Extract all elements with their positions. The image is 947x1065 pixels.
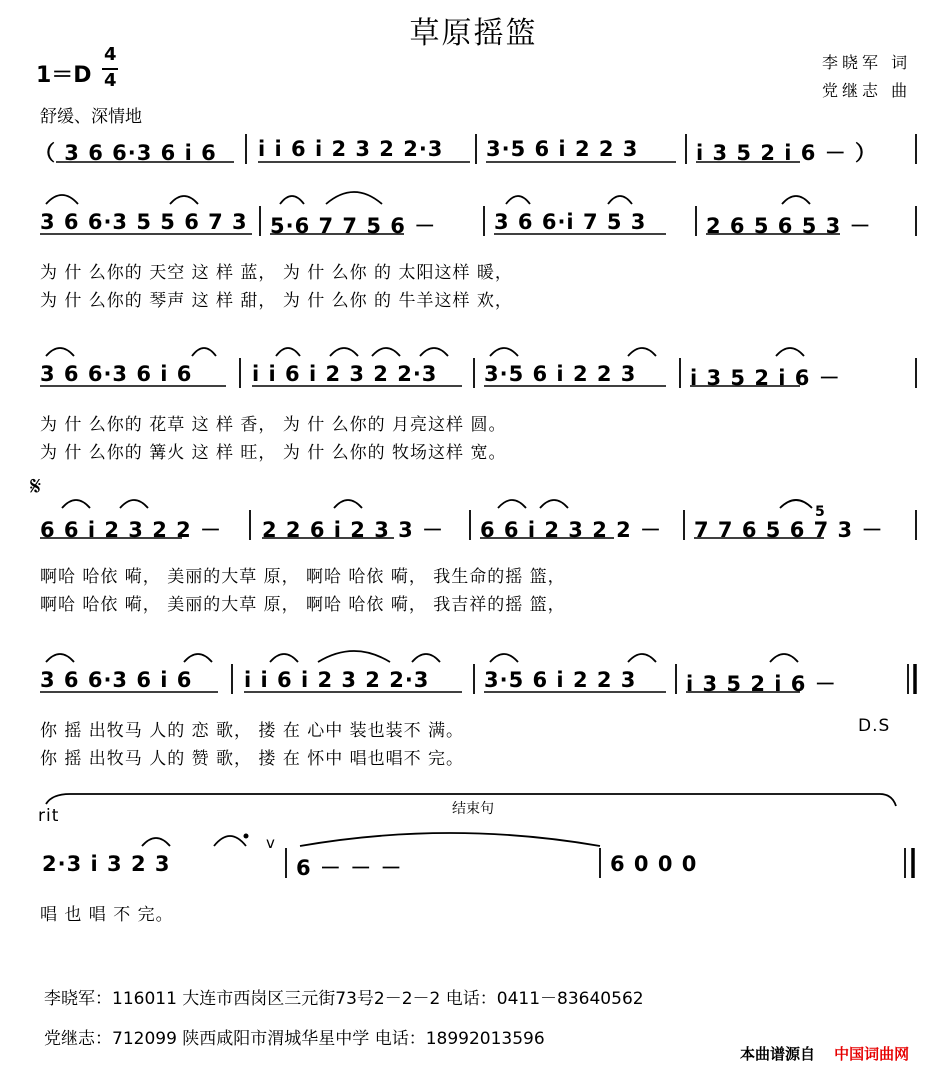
rit-marking: rit [38, 806, 60, 826]
measure-notes: 3·5 6 i 2 2 3 [486, 137, 639, 161]
lyric-line-verse2: 啊哈 哈依 嗬， 美丽的大草 原， 啊哈 哈依 嗬， 我吉祥的摇 篮， [40, 595, 566, 615]
ds-marking: D.S [858, 716, 891, 736]
source-prefix: 本曲谱源自 [740, 1045, 816, 1063]
measure-notes: i i 6 i 2 3 2 2·3 [244, 668, 430, 692]
measure-notes: 2 2 6 i 2 3 3 － [262, 518, 445, 542]
composer-credit: 党继志 曲 [822, 81, 912, 100]
measure-notes: 3·5 6 i 2 2 3 [484, 362, 637, 386]
measure-notes: （ 3 6 6·3 6 i 6 [34, 141, 217, 165]
measure-notes: i 3 5 2 i 6 － [686, 672, 837, 696]
lyric-line-verse2: 为 什 么你的 篝火 这 样 旺， 为 什 么你的 牧场这样 宽。 [40, 443, 507, 463]
measure-notes: i 3 5 2 i 6 － [690, 366, 841, 390]
measure-notes: 3·5 6 i 2 2 3 [484, 668, 637, 692]
measure-notes: 3 6 6·3 5 5 6 7 3 [40, 210, 248, 234]
measure-notes: i i 6 i 2 3 2 2·3 [252, 362, 438, 386]
grace-note: 5 [815, 504, 825, 520]
lyric-line: 唱 也 唱 不 完。 [40, 905, 174, 925]
breath-mark: v [266, 834, 275, 852]
time-signature-bottom: 4 [104, 70, 117, 91]
measure-notes: 3 6 6·3 6 i 6 [40, 668, 193, 692]
measure-notes: 6 0 0 0 [610, 852, 698, 876]
lyric-line-verse2: 为 什 么你的 琴声 这 样 甜， 为 什 么你 的 牛羊这样 欢， [40, 291, 513, 311]
measure-notes: 6 － － － [296, 856, 403, 880]
contact-line-lyricist: 李晓军：116011 大连市西岗区三元街73号2－2－2 电话：0411－83640562 [44, 989, 644, 1009]
measure-notes: i 3 5 2 i 6 － ） [696, 141, 878, 165]
time-signature-top: 4 [104, 44, 117, 65]
measure-notes: 2 6 5 6 5 3 － [706, 214, 872, 238]
measure-notes: 6 6 i 2 3 2 2 － [40, 518, 223, 542]
ending-label: 结束句 [452, 801, 494, 817]
tempo-marking-text: 舒缓、深情地 [40, 107, 142, 127]
contact-line-composer: 党继志：712099 陕西咸阳市渭城华星中学 电话：18992013596 [44, 1029, 545, 1049]
lyric-line-verse1: 为 什 么你的 天空 这 样 蓝， 为 什 么你 的 太阳这样 暖， [40, 263, 513, 283]
lyricist-credit: 李晓军 词 [822, 53, 912, 72]
lyric-line-verse2: 你 摇 出牧马 人的 赞 歌， 搂 在 怀中 唱也唱不 完。 [40, 749, 465, 769]
segno-sign: 𝄋 [30, 472, 42, 502]
page-title: 草原摇篮 [409, 16, 538, 51]
measure-notes: 6 6 i 2 3 2 2 － [480, 518, 663, 542]
measure-notes: i i 6 i 2 3 2 2·3 [258, 137, 444, 161]
key-signature: 1＝D [36, 63, 92, 88]
measure-notes: 3 6 6·3 6 i 6 [40, 362, 193, 386]
measure-notes: 3 6 6·i 7 5 3 [494, 210, 647, 234]
measure-notes: 2·3 i 3 2 3 [42, 852, 171, 876]
measure-notes: 5·6 7 7 5 6 － [270, 214, 437, 238]
lyric-line-verse1: 啊哈 哈依 嗬， 美丽的大草 原， 啊哈 哈依 嗬， 我生命的摇 篮， [40, 567, 566, 587]
measure-notes: 7 7 6 5 6 7 3 － [694, 518, 884, 542]
lyric-line-verse1: 为 什 么你的 花草 这 样 香， 为 什 么你的 月亮这样 圆。 [40, 415, 507, 435]
source-site: 中国词曲网 [834, 1045, 910, 1063]
lyric-line-verse1: 你 摇 出牧马 人的 恋 歌， 搂 在 心中 装也装不 满。 [40, 721, 465, 741]
